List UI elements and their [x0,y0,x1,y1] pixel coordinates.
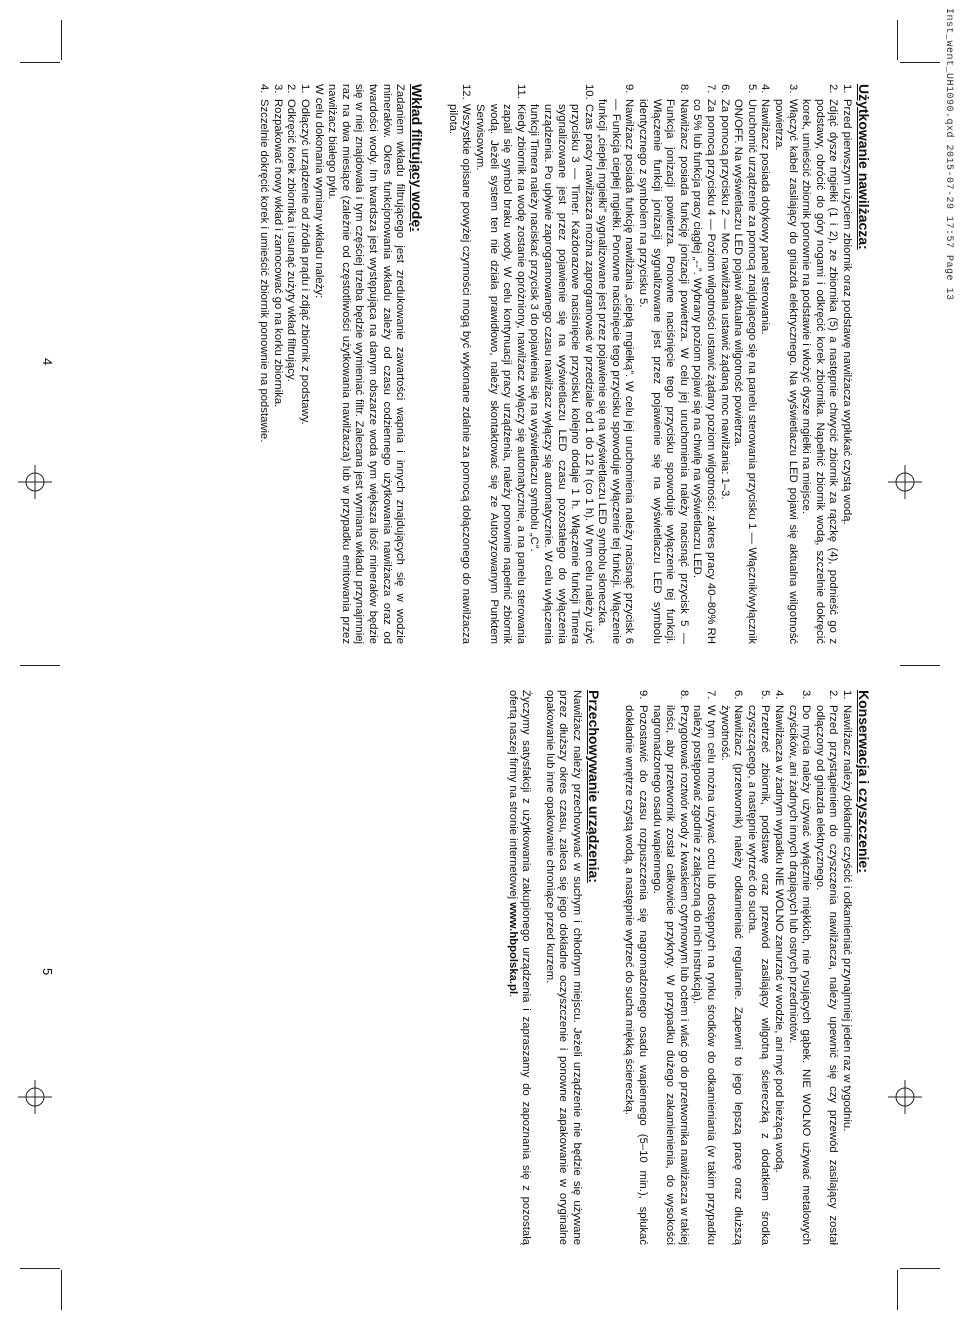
list-item: 1. Nawilżacz należy dokładnie czyścić i odkamieniać przynajmniej jeden raz w tygodniu. [841,690,853,1132]
list-item: 5. Przetrzeć zbiornik, podstawę oraz przewód zasilający wilgotną ściereczką z dodatkiem środka czyszczącego, a następnie wytrzeć do sucha. [745,690,772,1245]
list-item: 2. Przed przystąpieniem do czyszczenia nawilżacza, należy upewnić się czy przewód zasilający został odłączony od gniazda elektrycznego. [813,690,840,1245]
registration-mark-icon [888,1080,922,1114]
storage-paragraph: Nawilżacz należy przechowywać w suchym i chłodnym miejscu. Jeżeli urządzenie nie będzie się używane przez dłuższy okres czasu, zaleca się jego dokładne oczyszczenie i ponowne zapakowanie w oryginalne opakowanie lub inne opakowanie chroniące przed kurzem. [543,690,583,1245]
list-item: 3. Do mycia należy używać wyłącznie miękkich, nie rysujących gąbek. NIE WOLNO używać metalowych czyścików, ani żadnych innych drapiących lub ostrych przedmiotów. [786,690,813,1245]
list-item: 2. Odkręcić korek zbiornika i usunąć zużyty wkład filtrujący. [285,84,298,382]
list-item: 6. Nawilżacz (przetwornik) należy odkamieniać regularnie. Zapewni to jego lepszą pracę oraz dłuższą żywotność. [718,690,745,1245]
website-link[interactable]: www.hbpolska.pl [506,902,519,995]
list-item: 5. Uruchomić urządzenie za pomocą znajdującego się na panelu sterowania przycisku 1 — Włącznik/wyłącznik ON/OFF. Na wyświetlaczu LED pojawi aktualna wilgotność powietrza. [732,84,758,644]
list-item: 4. Szczelnie dokręcić korek i umieścić zbiornik ponownie na podstawie. [258,84,271,443]
print-slug: Inst_went_UH1090.qxd 2015-07-29 17:57 Page 13 [943,8,954,301]
filter-steps-list [257,84,311,644]
list-item: 8. Nawilżacz posiada funkcję jonizacji powietrza. W celu jej uruchomienia należy nacisnąć przycisk 5 — Funkcja jonizacji powietrza. Ponowne naciśnięcie tego przycisku spowoduje wyłączenie tej funkcji. Włączenie funkcji jonizacji sygnalizowane jest przez pojawienie się na wyświetlaczu LED symbolu identycznego z symbolem na przycisku 5. [637,84,690,644]
crop-mark [900,1268,940,1269]
crop-mark [897,20,898,60]
crop-mark [900,665,940,666]
list-item: 3. Włączyć kabel zasilający do gniazda elektrycznego. Na wyświetlaczu LED pojawi się aktualna wilgotność powietrza. [773,84,799,644]
crop-mark [897,1270,898,1310]
maintenance-list [622,690,853,1245]
list-item: 10. Czas pracy nawilżacza można zaprogramować w przedziale od 1 do 12 h (co 1 h). W tym celu należy użyć przycisku 3 — Timer. Każdorazowe naciśnięcie przycisku kolejno dodaje 1 h. Włączenie funkcji Timera sygnalizowane jest przez pojawienie się na wyświetlaczu LED czasu pozostałego do wyłączenia urządzenia. Po upływie zaprogramowanego czasu nawilżacz wyłączy się automatycznie. W celu wyłączenia funkcji Timera należy naciskać przycisk 3 do pojawienia się na wyświetlaczu symbolu „C”. [528,84,595,644]
list-item: 3. Rozpakować nowy wkład i zamocować go na korku zbiornika. [271,84,284,408]
page-number-right: 5 [40,968,55,976]
crop-mark [61,20,62,60]
list-item: 1. Przed pierwszym użyciem zbiornik oraz podstawę nawilżacza wypłukać czystą wodą. [841,84,853,525]
list-item: 2. Zdjąć dysze mgiełki (1 i 2), ze zbiornika (5) a następnie chwycić zbiornik za rączkę (4), podnieść go z podstawy, obrócić do góry nogami i odkręcić korek zbiornika. Napełnić zbiornik wodą, szczelnie dokręcić korek, umieścić zbiornik ponownie na podstawie i włożyć dysze mgiełki na miejsce. [800,84,840,644]
registration-mark-icon [18,465,52,499]
list-item: 6. Za pomocą przycisku 2 — Moc nawilżania ustawić żądaną moc nawilżania: 1–3. [718,84,731,500]
crop-mark [61,1270,62,1310]
list-item: 12. Wszystkie opisane powyżej czynności mogą być wykonane zdalnie za pomocą dołączonego do nawilżacza pilota. [446,84,473,644]
section-title-maintenance: Konserwacja i czyszczenie: [856,690,872,873]
filter-paragraph: Zadaniem wkładu filtrującego jest zredukowanie zawartości wapnia i innych znajdujących się w wodzie minerałów. Okres funkcjonowania wkładu zależy od czasu codziennego użytkowania nawilżacza oraz od twardości wody. Im twardsza jest występująca na danym obszarze woda tym większa ilość minerałów będzie się w niej znajdowała i tym częściej trzeba będzie wymieniać filtr. Zalecana jest wymiana wkładu przynajmniej raz na dwa miesiące (zależnie od częstotliwości użytkowania nawilżacza) lub w przypadku emitowania przez nawilżacz białego pyłu. [326,84,407,644]
page-number-left: 4 [40,358,55,366]
section-title-filter: Wkład filtrujący wodę: [409,84,426,232]
usage-list [445,84,853,644]
list-item: 1. Odłączyć urządzenie od źródła prądu i zdjąć zbiornik z podstawy. [299,84,312,425]
crop-mark [900,62,940,63]
filter-intro: W celu dokonania wymiany wkładu należy: [312,84,325,299]
crop-mark [20,665,60,666]
closing-paragraph: Życzymy satysfakcji z użytkowania zakupionego urządzenia i zapraszamy do zapoznania się z pozostałą ofertą naszej firmy na stronie internetowej www.hbpolska.pl. [506,690,533,1245]
list-item: 8. Przygotować roztwór wody z kwaskiem cytrynowym lub octem i wlać go do przetwornika nawilżacza w takiej ilości, aby przetwornik został całkowicie przykryty. W przypadku dużego zakamienienia, do wysokości nagromadzonego osadu wapiennego. [650,690,690,1245]
registration-mark-icon [888,465,922,499]
list-item: 9. Pozostawić do czasu rozpuszczenia się nagromadzonego osadu wapiennego (5–10 min.), spłukać dokładnie wnętrze czystą wodą, a następnie wytrzeć do sucha miękką ściereczką. [623,690,650,1245]
list-item: 7. Za pomocą przycisku 4 — Poziom wilgotności ustawić żądany poziom wilgotności: zakres pracy 40–80% RH co 5% lub funkcja pracy ciągłej „--”. Wybrany poziom pojawi się na chwilę na wyświetlaczu LED. [691,84,718,644]
crop-mark [20,1268,60,1269]
list-item: 4. Nawilżacza w żadnym wypadku NIE WOLNO zanurzać w wodzie, ani myć pod bieżącą wodą. [773,690,786,1173]
list-item: 11. Kiedy zbiornik na wodę zostanie opróżniony, nawilżacz wyłączy się automatycznie, a na panelu sterowania zapali się symbol braku wody. W celu kontynuacji pracy urządzenia, należy ponownie napełnić zbiornik wodą. Jeżeli system ten nie działa prawidłowo, należy skontaktować się ze Autoryzowanym Punktem Serwisowym. [473,84,527,644]
crop-mark [20,62,60,63]
left-page-column [257,84,872,644]
right-page-column [505,690,872,1245]
list-item: 4. Nawilżacz posiada dotykowy panel sterowania. [759,84,772,335]
registration-mark-icon [18,1080,52,1114]
list-item: 7. W tym celu można używać octu lub dostępnych na rynku środków do odkamieniania (w takim przypadku należy postępować zgodnie z załączoną do nich instrukcją). [691,690,718,1245]
section-title-usage: Użytkowanie nawilżacza: [856,84,872,250]
list-item: 9. Nawilżacz posiada funkcję nawilżania „ciepłą mgiełką”. W celu jej uruchomienia należy nacisnąć przycisk 6 — Funkcja ciepłej mgiełki. Ponowne naciśnięcie tego przycisku spowoduje wyłączenie tej funkcji. Włączenie funkcji „ciepłej mgiełki” sygnalizowane jest przez pojawienie się na wyświetlaczu LED symbolu słoneczka. [596,84,636,644]
section-title-storage: Przechowywanie urządzenia: [585,690,602,883]
